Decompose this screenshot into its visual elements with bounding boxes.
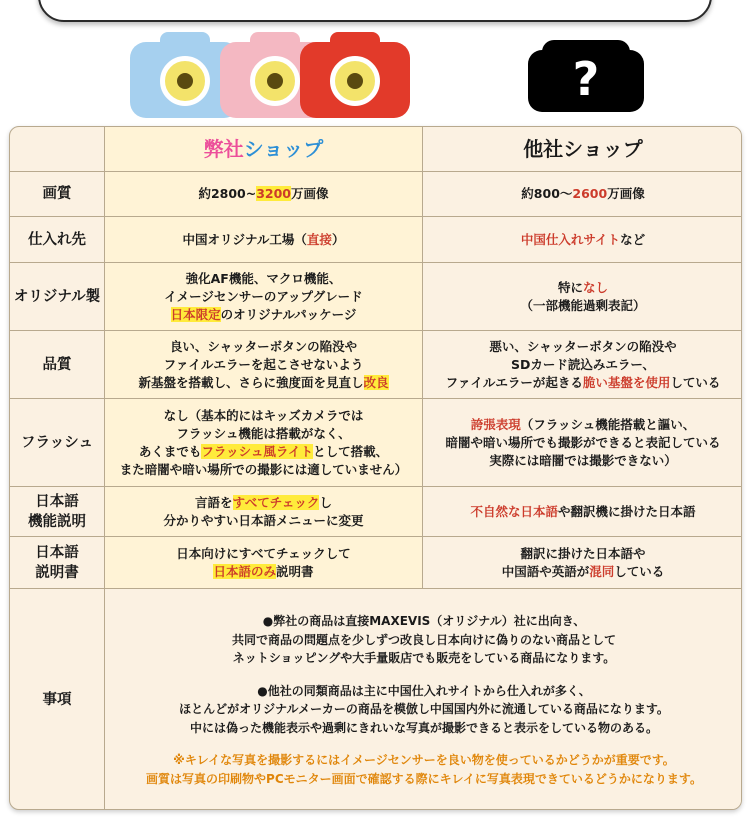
table-row-notes: 事項 ●弊社の商品は直接MAXEVIS（オリジナル）社に出向き、 共同で商品の問題点を少しずつ改良し日本向けに偽りのない商品として ネットショッピングや大手量販店でも販売をしている商品になります。 ●他社の同類商品は主に中国仕入れサイトから仕入れが多く、 ほとんどがオリジナルメーカーの商品を模倣し中国国内外に流通している商品になります。 中には偽った機能表示や過剰にきれいな写真が撮影できると表示をしている物のある。 ※キレイな写真を撮影するにはイメージセンサーを良い物を使っているかどうかが重要です。 画質は写真の印刷物やPCモニター画面で確認する際にキレイに写真表現できているどうかになります。 [10,589,742,810]
other-shop-header: 他社ショップ [423,127,742,171]
comparison-table [9,126,742,810]
table-row-manual: 日本語 説明書 日本向けにすべてチェックして 日本語のみ説明書 翻訳に掛けた日本語や 中国語や英語が混同している [10,537,742,589]
top-banner-frame [38,0,712,22]
table-row-ui-language: 日本語 機能説明 言語をすべてチェックし 分かりやすい日本語メニューに変更 不自然な日本語や翻訳機に掛けた日本語 [10,487,742,537]
our-cameras-image [130,30,400,120]
question-mark: ? [572,52,600,106]
camera-red-icon [300,42,410,118]
table-row-flash: フラッシュ なし（基本的にはキッズカメラでは フラッシュ機能は搭載がなく、 あくまでもフラッシュ風ライトとして搭載、 また暗闇や暗い場所での撮影には適していません） 誇張表現（フラッシュ機能搭載と謳い、 暗闇や暗い場所でも撮影ができると表記している 実際には暗闇では撮影できない） [10,399,742,487]
table-header-row [10,127,742,172]
table-row-build-quality: 品質 良い、シャッターボタンの陥没や ファイルエラーを起こさせないよう 新基盤を搭載し、さらに強度面を見直し改良 悪い、シャッターボタンの陥没や SDカード読込みエラー、 ファイルエラーが起きる脆い基盤を使用している [10,331,742,399]
table-row-original: オリジナル製 強化AF機能、マクロ機能、 イメージセンサーのアップグレード 日本限定のオリジナルパッケージ 特になし （一部機能過剰表記） [10,263,742,331]
mystery-camera-icon [528,40,644,108]
our-shop-header: 弊社ショップ [105,127,423,171]
table-row-quality: 画質 約2800~3200万画像 約800～2600万画像 [10,172,742,217]
table-row-source: 仕入れ先 中国オリジナル工場（直接） 中国仕入れサイトなど [10,217,742,263]
